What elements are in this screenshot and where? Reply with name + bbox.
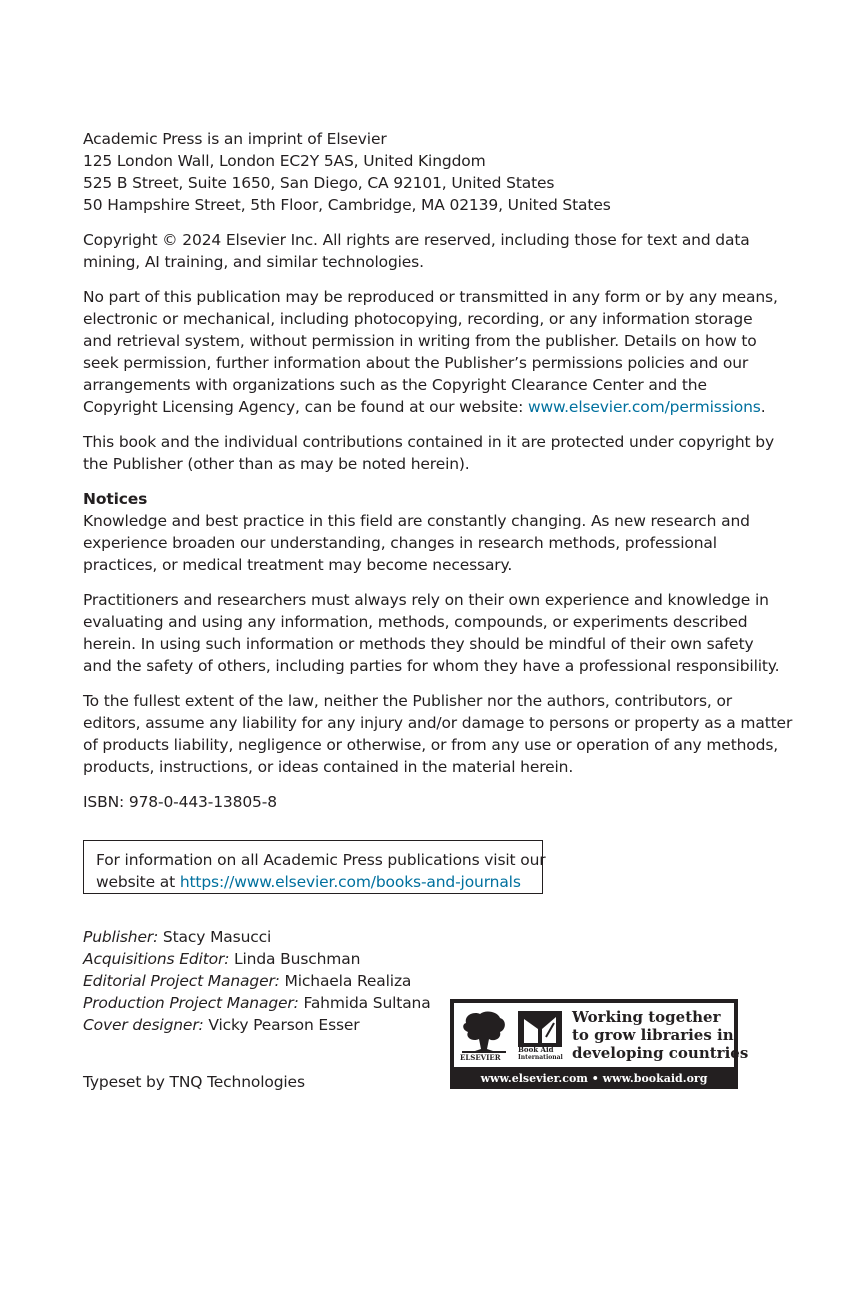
notices-p3-line: of products liability, negligence or otherwise, or from any use or operation of any methods, [83, 736, 779, 754]
notices-p3-line: editors, assume any liability for any injury and/or damage to persons or property as a matter [83, 714, 793, 732]
credit-person: Stacy Masucci [158, 928, 272, 946]
address-london: 125 London Wall, London EC2Y 5AS, United Kingdom [83, 152, 486, 170]
book-aid-caption-sub: International [518, 1054, 563, 1061]
credit-person: Fahmida Sultana [298, 994, 431, 1012]
typeset-credit: Typeset by TNQ Technologies [83, 1073, 305, 1091]
address-san-diego: 525 B Street, Suite 1650, San Diego, CA 92101, United States [83, 174, 555, 192]
badge-slogan-line: to grow libraries in [572, 1026, 734, 1044]
permissions-link[interactable]: www.elsevier.com/permissions [528, 398, 761, 416]
notices-p1-line: experience broaden our understanding, changes in research methods, professional [83, 534, 717, 552]
credit-publisher [83, 926, 431, 948]
infobox-prefix: website at [96, 873, 180, 891]
reproduction-line: electronic or mechanical, including photocopying, recording, or any information storage [83, 310, 753, 328]
credit-acquisitions-editor [83, 948, 431, 970]
elsevier-tree-icon [460, 1009, 508, 1059]
protection-line: the Publisher (other than as may be noted herein). [83, 455, 470, 473]
credits-list [83, 926, 431, 1036]
isbn: ISBN: 978-0-443-13805-8 [83, 793, 277, 811]
credit-role: Editorial Project Manager: [83, 972, 280, 990]
copyright-line: Copyright © 2024 Elsevier Inc. All rights are reserved, including those for text and data [83, 231, 750, 249]
reproduction-notice [83, 286, 778, 418]
imprint-block [83, 128, 753, 216]
credit-cover-designer [83, 1014, 431, 1036]
address-cambridge: 50 Hampshire Street, 5th Floor, Cambridge, MA 02139, United States [83, 196, 611, 214]
credit-role: Production Project Manager: [83, 994, 299, 1012]
badge-slogan-line: developing countries [572, 1044, 749, 1062]
notices-p2-line: evaluating and using any information, methods, compounds, or experiments described [83, 613, 748, 631]
credit-person: Linda Buschman [229, 950, 361, 968]
credit-editorial-pm [83, 970, 431, 992]
reproduction-line: arrangements with organizations such as the Copyright Clearance Center and the [83, 376, 707, 394]
reproduction-line: seek permission, further information about the Publisher’s permissions policies and our [83, 354, 749, 372]
notices-paragraph-3 [83, 690, 793, 778]
publications-info-box [83, 840, 546, 894]
copyright-statement [83, 229, 753, 273]
notices-p3-line: products, instructions, or ideas contained in the material herein. [83, 758, 574, 776]
badge-footer-urls: www.elsevier.com • www.bookaid.org [480, 1072, 708, 1085]
badge-slogan [572, 1008, 749, 1062]
notices-paragraph-2 [83, 589, 780, 677]
copyright-line: mining, AI training, and similar technologies. [83, 253, 424, 271]
notices-section [83, 488, 753, 576]
book-aid-badge [450, 999, 749, 1089]
notices-heading: Notices [83, 490, 148, 508]
infobox-line: For information on all Academic Press publications visit our [96, 851, 546, 869]
credit-production-pm [83, 992, 431, 1014]
credit-person: Vicky Pearson Esser [203, 1016, 360, 1034]
books-and-journals-link[interactable]: https://www.elsevier.com/books-and-journals [179, 873, 521, 891]
notices-p2-line: Practitioners and researchers must always rely on their own experience and knowledge in [83, 591, 769, 609]
protection-line: This book and the individual contributions contained in it are protected under copyright by [83, 433, 774, 451]
reproduction-last-suffix: . [760, 398, 766, 416]
book-aid-caption: Book Aid [518, 1045, 554, 1054]
notices-p1-line: Knowledge and best practice in this field are constantly changing. As new research and [83, 512, 750, 530]
notices-p3-line: To the fullest extent of the law, neither the Publisher nor the authors, contributors, or [83, 692, 733, 710]
credit-role: Acquisitions Editor: [83, 950, 230, 968]
copyright-page-body [83, 128, 793, 813]
notices-p2-line: and the safety of others, including parties for whom they have a professional responsibility. [83, 657, 780, 675]
notices-p2-line: herein. In using such information or methods they should be mindful of their own safety [83, 635, 754, 653]
credit-role: Cover designer: [83, 1016, 204, 1034]
badge-panel [454, 1003, 749, 1067]
reproduction-last-prefix: Copyright Licensing Agency, can be found at our website: [83, 398, 528, 416]
reproduction-line: No part of this publication may be reproduced or transmitted in any form or by any means, [83, 288, 778, 306]
infobox-line [96, 871, 542, 893]
elsevier-logo-caption: ELSEVIER [460, 1053, 501, 1062]
badge-slogan-line: Working together [572, 1008, 721, 1026]
reproduction-line: and retrieval system, without permission in writing from the publisher. Details on how to [83, 332, 757, 350]
imprint-line: Academic Press is an imprint of Elsevier [83, 130, 387, 148]
reproduction-last-line [83, 396, 766, 418]
protection-notice [83, 431, 774, 475]
credit-role: Publisher: [83, 928, 159, 946]
credit-person: Michaela Realiza [279, 972, 412, 990]
notices-p1-line: practices, or medical treatment may become necessary. [83, 556, 513, 574]
